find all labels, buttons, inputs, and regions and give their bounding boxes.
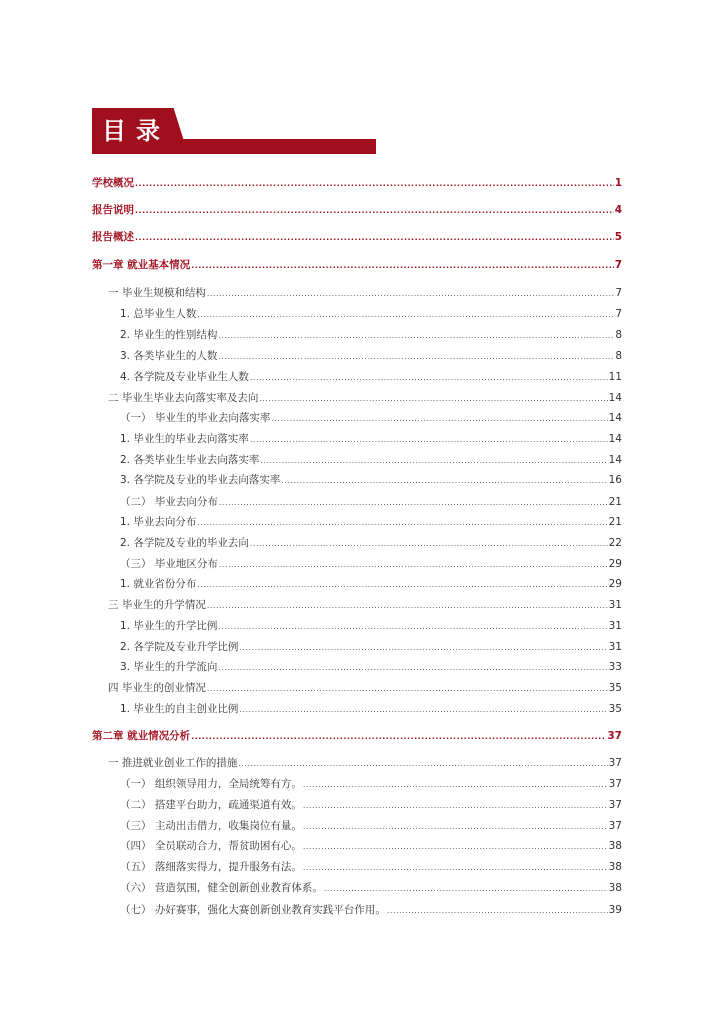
toc-entry[interactable] bbox=[92, 597, 622, 612]
toc-entry-page: 14 bbox=[608, 454, 622, 466]
page-title: 目录 bbox=[102, 117, 170, 145]
toc-entry-label: 2. 毕业生的性别结构 bbox=[120, 329, 218, 341]
toc-entry[interactable] bbox=[92, 257, 622, 272]
toc-entry[interactable] bbox=[92, 494, 622, 509]
toc-entry-page: 8 bbox=[615, 350, 622, 362]
toc-entry-label: 1. 毕业生的毕业去向落实率 bbox=[120, 433, 249, 445]
toc-entry-label: 4. 各学院及专业毕业生人数 bbox=[120, 371, 249, 383]
toc-entry[interactable] bbox=[92, 618, 622, 633]
toc-leader-dots bbox=[324, 884, 608, 893]
toc-entry[interactable] bbox=[92, 728, 622, 743]
toc-leader-dots bbox=[387, 906, 608, 915]
toc-entry-label: 学校概况 bbox=[92, 177, 134, 189]
toc-entry-page: 21 bbox=[608, 496, 622, 508]
toc-leader-dots bbox=[218, 331, 614, 340]
toc-entry-page: 8 bbox=[615, 329, 622, 341]
toc-entry-page: 5 bbox=[614, 231, 622, 243]
toc-entry-label: （三） 毕业地区分布 bbox=[120, 558, 218, 570]
toc-leader-dots bbox=[207, 601, 608, 610]
toc-entry-page: 37 bbox=[608, 778, 622, 790]
toc-entry-label: 三 毕业生的升学情况 bbox=[108, 599, 206, 611]
toc-entry-page: 38 bbox=[608, 882, 622, 894]
toc-entry[interactable] bbox=[92, 514, 622, 529]
toc-entry-label: 二 毕业生毕业去向落实率及去向 bbox=[108, 392, 259, 404]
toc-leader-dots bbox=[191, 261, 614, 270]
toc-entry[interactable] bbox=[92, 902, 622, 917]
toc-leader-dots bbox=[250, 435, 608, 444]
toc-leader-dots bbox=[303, 822, 608, 831]
toc-leader-dots bbox=[219, 498, 608, 507]
toc-entry[interactable] bbox=[92, 535, 622, 550]
toc-leader-dots bbox=[197, 518, 607, 527]
toc-entry-page: 31 bbox=[608, 620, 622, 632]
title-rule bbox=[160, 139, 376, 154]
toc-entry[interactable] bbox=[92, 680, 622, 695]
toc-entry[interactable] bbox=[92, 576, 622, 591]
toc-entry-label: 报告概述 bbox=[92, 231, 134, 243]
toc-leader-dots bbox=[303, 780, 608, 789]
toc-entry[interactable] bbox=[92, 797, 622, 812]
toc-leader-dots bbox=[239, 643, 607, 652]
toc-entry-page: 39 bbox=[608, 904, 622, 916]
toc-entry[interactable] bbox=[92, 348, 622, 363]
toc-entry[interactable] bbox=[92, 776, 622, 791]
toc-leader-dots bbox=[303, 863, 608, 872]
toc-entry[interactable] bbox=[92, 755, 622, 770]
toc-leader-dots bbox=[197, 580, 607, 589]
toc-entry-label: 1. 毕业生的升学比例 bbox=[120, 620, 218, 632]
toc-entry-page: 31 bbox=[608, 641, 622, 653]
toc-entry-page: 29 bbox=[608, 558, 622, 570]
toc-entry-page: 7 bbox=[615, 287, 622, 299]
toc-entry-page: 33 bbox=[608, 661, 622, 673]
toc-entry[interactable] bbox=[92, 327, 622, 342]
toc-entry-label: （二） 毕业去向分布 bbox=[120, 496, 218, 508]
toc-entry-label: 3. 毕业生的升学流向 bbox=[120, 661, 218, 673]
toc-entry[interactable] bbox=[92, 838, 622, 853]
toc-entry[interactable] bbox=[92, 639, 622, 654]
toc-entry-label: 2. 各类毕业生毕业去向落实率 bbox=[120, 454, 260, 466]
toc-entry[interactable] bbox=[92, 202, 622, 217]
toc-entry-label: 3. 各类毕业生的人数 bbox=[120, 350, 218, 362]
toc-entry[interactable] bbox=[92, 880, 622, 895]
toc-entry-page: 14 bbox=[608, 433, 622, 445]
toc-leader-dots bbox=[218, 663, 607, 672]
toc-leader-dots bbox=[259, 394, 607, 403]
toc-leader-dots bbox=[250, 373, 608, 382]
toc-leader-dots bbox=[281, 476, 607, 485]
toc-entry-page: 16 bbox=[608, 474, 622, 486]
toc-entry-label: （二） 搭建平台助力，疏通渠道有效。 bbox=[120, 799, 302, 811]
toc-leader-dots bbox=[207, 289, 614, 298]
toc-entry-label: 1. 毕业去向分布 bbox=[120, 516, 197, 528]
toc-leader-dots bbox=[218, 622, 607, 631]
toc-entry-page: 37 bbox=[608, 799, 622, 811]
toc-entry-page: 29 bbox=[608, 578, 622, 590]
toc-entry-page: 7 bbox=[614, 259, 622, 271]
toc-entry[interactable] bbox=[92, 175, 622, 190]
toc-leader-dots bbox=[250, 539, 608, 548]
toc-leader-dots bbox=[303, 842, 608, 851]
toc-leader-dots bbox=[197, 310, 614, 319]
toc-leader-dots bbox=[207, 684, 608, 693]
toc-entry-label: 一 推进就业创业工作的措施 bbox=[108, 757, 238, 769]
toc-entry-label: 报告说明 bbox=[92, 204, 134, 216]
toc-entry-label: （一） 毕业生的毕业去向落实率 bbox=[120, 412, 271, 424]
toc-leader-dots bbox=[135, 206, 614, 215]
toc-entry-label: （六） 营造氛围，健全创新创业教育体系。 bbox=[120, 882, 323, 894]
toc-leader-dots bbox=[135, 179, 614, 188]
toc-entry[interactable] bbox=[92, 410, 622, 425]
toc-entry[interactable] bbox=[92, 390, 622, 405]
toc-leader-dots bbox=[219, 560, 608, 569]
toc-leader-dots bbox=[135, 233, 614, 242]
toc-entry[interactable] bbox=[92, 659, 622, 674]
toc-entry-label: 3. 各学院及专业的毕业去向落实率 bbox=[120, 474, 281, 486]
toc-entry[interactable] bbox=[92, 285, 622, 300]
toc-entry[interactable] bbox=[92, 452, 622, 467]
toc-entry[interactable] bbox=[92, 556, 622, 571]
toc-entry-page: 4 bbox=[614, 204, 622, 216]
toc-leader-dots bbox=[218, 352, 614, 361]
toc-entry-label: 1. 总毕业生人数 bbox=[120, 308, 197, 320]
toc-leader-dots bbox=[303, 801, 608, 810]
toc-entry-page: 37 bbox=[607, 730, 622, 742]
toc-entry[interactable] bbox=[92, 306, 622, 321]
toc-entry-page: 37 bbox=[608, 757, 622, 769]
toc-entry-label: 1. 就业省份分布 bbox=[120, 578, 197, 590]
toc-entry-page: 38 bbox=[608, 840, 622, 852]
toc-entry-label: 四 毕业生的创业情况 bbox=[108, 682, 206, 694]
toc-entry-label: 第一章 就业基本情况 bbox=[92, 259, 191, 271]
toc-entry-page: 31 bbox=[608, 599, 622, 611]
toc-entry-page: 35 bbox=[608, 682, 622, 694]
toc-entry-page: 22 bbox=[608, 537, 622, 549]
toc-entry-page: 1 bbox=[614, 177, 622, 189]
toc-leader-dots bbox=[239, 705, 607, 714]
toc-leader-dots bbox=[191, 732, 606, 741]
toc-entry-page: 21 bbox=[608, 516, 622, 528]
toc-entry-page: 7 bbox=[615, 308, 622, 320]
toc-entry-label: （三） 主动出击借力，收集岗位有量。 bbox=[120, 820, 302, 832]
toc-entry-label: 一 毕业生规模和结构 bbox=[108, 287, 206, 299]
toc-entry-page: 35 bbox=[608, 703, 622, 715]
toc-entry-page: 37 bbox=[608, 820, 622, 832]
toc-leader-dots bbox=[271, 414, 607, 423]
toc-entry-page: 14 bbox=[608, 412, 622, 424]
toc-entry-label: 第二章 就业情况分析 bbox=[92, 730, 191, 742]
toc-entry-label: 2. 各学院及专业的毕业去向 bbox=[120, 537, 249, 549]
toc-entry-label: （七） 办好赛事，强化大赛创新创业教育实践平台作用。 bbox=[120, 904, 386, 916]
toc-leader-dots bbox=[260, 456, 607, 465]
toc-entry[interactable] bbox=[92, 229, 622, 244]
toc-leader-dots bbox=[238, 759, 607, 768]
toc-entry-label: （五） 落细落实得力，提升服务有法。 bbox=[120, 861, 302, 873]
toc-entry-label: （一） 组织领导用力，全局统筹有方。 bbox=[120, 778, 302, 790]
toc-entry-page: 38 bbox=[608, 861, 622, 873]
toc-entry-page: 11 bbox=[608, 371, 622, 383]
toc-entry[interactable] bbox=[92, 701, 622, 716]
toc-entry-label: （四） 全员联动合力，帮贫助困有心。 bbox=[120, 840, 302, 852]
toc-entry-page: 14 bbox=[608, 392, 622, 404]
toc-entry[interactable] bbox=[92, 472, 622, 487]
toc-entry[interactable] bbox=[92, 431, 622, 446]
toc-entry[interactable] bbox=[92, 859, 622, 874]
toc-entry[interactable] bbox=[92, 369, 622, 384]
toc-entry-label: 2. 各学院及专业升学比例 bbox=[120, 641, 239, 653]
toc-entry-label: 1. 毕业生的自主创业比例 bbox=[120, 703, 239, 715]
toc-entry[interactable] bbox=[92, 818, 622, 833]
